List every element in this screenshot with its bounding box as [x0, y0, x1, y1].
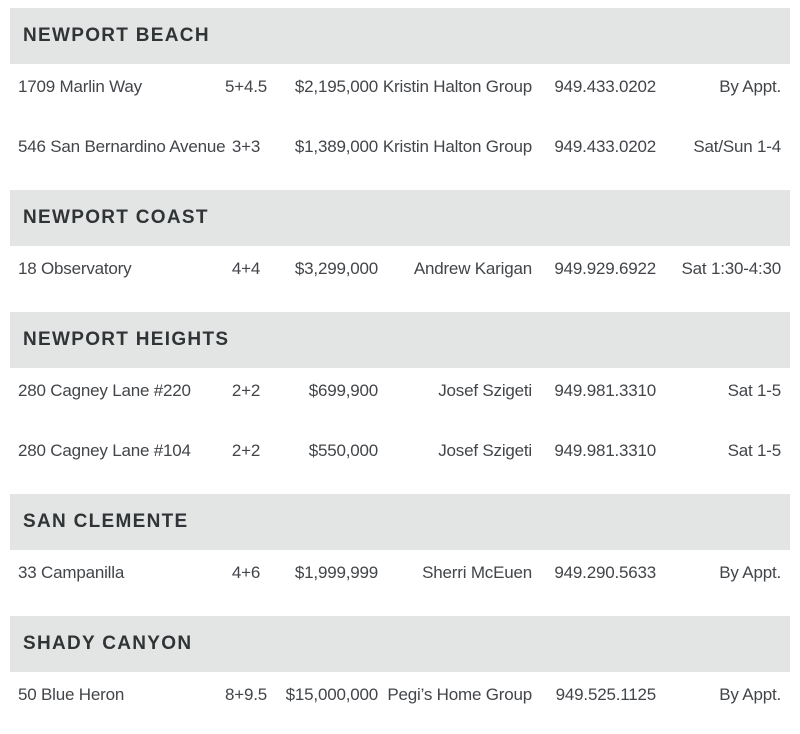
- listing-rows: [0, 550, 800, 610]
- city-name: NEWPORT HEIGHTS: [23, 329, 230, 350]
- listing-price: $15,000,000: [285, 685, 378, 704]
- city-section: [0, 494, 800, 610]
- listing-price: $1,389,000: [294, 137, 378, 156]
- listing-row: [0, 124, 800, 184]
- listing-row: [0, 672, 800, 732]
- city-section-header: [10, 8, 790, 64]
- city-section: [0, 8, 800, 184]
- listing-agent: Josef Szigeti: [438, 381, 532, 400]
- listing-beds-baths: 2+2: [231, 441, 261, 460]
- listing-rows: [0, 368, 800, 488]
- listing-open-time: By Appt.: [719, 685, 781, 704]
- listing-beds-baths: 5+4.5: [224, 77, 267, 96]
- listing-open-time: Sat/Sun 1-4: [693, 137, 781, 156]
- listing-open-time: Sat 1-5: [727, 441, 781, 460]
- listing-rows: [0, 64, 800, 184]
- listing-beds-baths: 8+9.5: [224, 685, 267, 704]
- listing-row: [0, 368, 800, 428]
- listing-address: 1709 Marlin Way: [18, 77, 142, 96]
- listing-row: [0, 428, 800, 488]
- listing-beds-baths: 3+3: [231, 137, 261, 156]
- listing-phone: 949.525.1125: [555, 685, 656, 704]
- listing-address: 280 Cagney Lane #104: [18, 441, 191, 460]
- listing-agent: Pegi’s Home Group: [387, 685, 532, 704]
- listing-price: $2,195,000: [294, 77, 378, 96]
- listing-address: 18 Observatory: [18, 259, 132, 278]
- city-name: SHADY CANYON: [23, 633, 193, 654]
- listing-agent: Josef Szigeti: [438, 441, 532, 460]
- city-section: [0, 312, 800, 488]
- listing-agent: Andrew Karigan: [413, 259, 532, 278]
- listing-open-time: Sat 1:30-4:30: [681, 259, 781, 278]
- city-section-header: [10, 616, 790, 672]
- city-section: [0, 190, 800, 306]
- listing-beds-baths: 4+4: [231, 259, 261, 278]
- city-section: [0, 616, 800, 732]
- listing-price: $699,900: [308, 381, 378, 400]
- listing-open-time: By Appt.: [719, 563, 781, 582]
- listing-rows: [0, 672, 800, 732]
- listing-agent: Sherri McEuen: [422, 563, 532, 582]
- listing-phone: 949.929.6922: [554, 259, 656, 278]
- city-section-header: [10, 494, 790, 550]
- listing-rows: [0, 246, 800, 306]
- listing-address: 50 Blue Heron: [18, 685, 125, 704]
- listing-beds-baths: 4+6: [231, 563, 261, 582]
- listing-price: $3,299,000: [294, 259, 378, 278]
- listing-open-time: By Appt.: [719, 77, 781, 96]
- listing-phone: 949.981.3310: [554, 381, 656, 400]
- city-name: SAN CLEMENTE: [23, 511, 189, 532]
- listing-price: $550,000: [308, 441, 378, 460]
- listing-phone: 949.433.0202: [554, 77, 656, 96]
- city-section-header: [10, 190, 790, 246]
- listing-open-time: Sat 1-5: [727, 381, 781, 400]
- listing-beds-baths: 2+2: [231, 381, 261, 400]
- listing-phone: 949.290.5633: [554, 563, 656, 582]
- listing-address: 546 San Bernardino Avenue: [18, 137, 226, 156]
- city-section-header: [10, 312, 790, 368]
- city-name: NEWPORT BEACH: [23, 25, 210, 46]
- listing-phone: 949.433.0202: [554, 137, 656, 156]
- listing-agent: Kristin Halton Group: [382, 77, 532, 96]
- city-name: NEWPORT COAST: [23, 207, 209, 228]
- listing-agent: Kristin Halton Group: [382, 137, 532, 156]
- listing-price: $1,999,999: [294, 563, 378, 582]
- listing-phone: 949.981.3310: [554, 441, 656, 460]
- listing-row: [0, 64, 800, 124]
- listing-row: [0, 550, 800, 610]
- listing-address: 33 Campanilla: [18, 563, 125, 582]
- listing-row: [0, 246, 800, 306]
- listing-address: 280 Cagney Lane #220: [18, 381, 191, 400]
